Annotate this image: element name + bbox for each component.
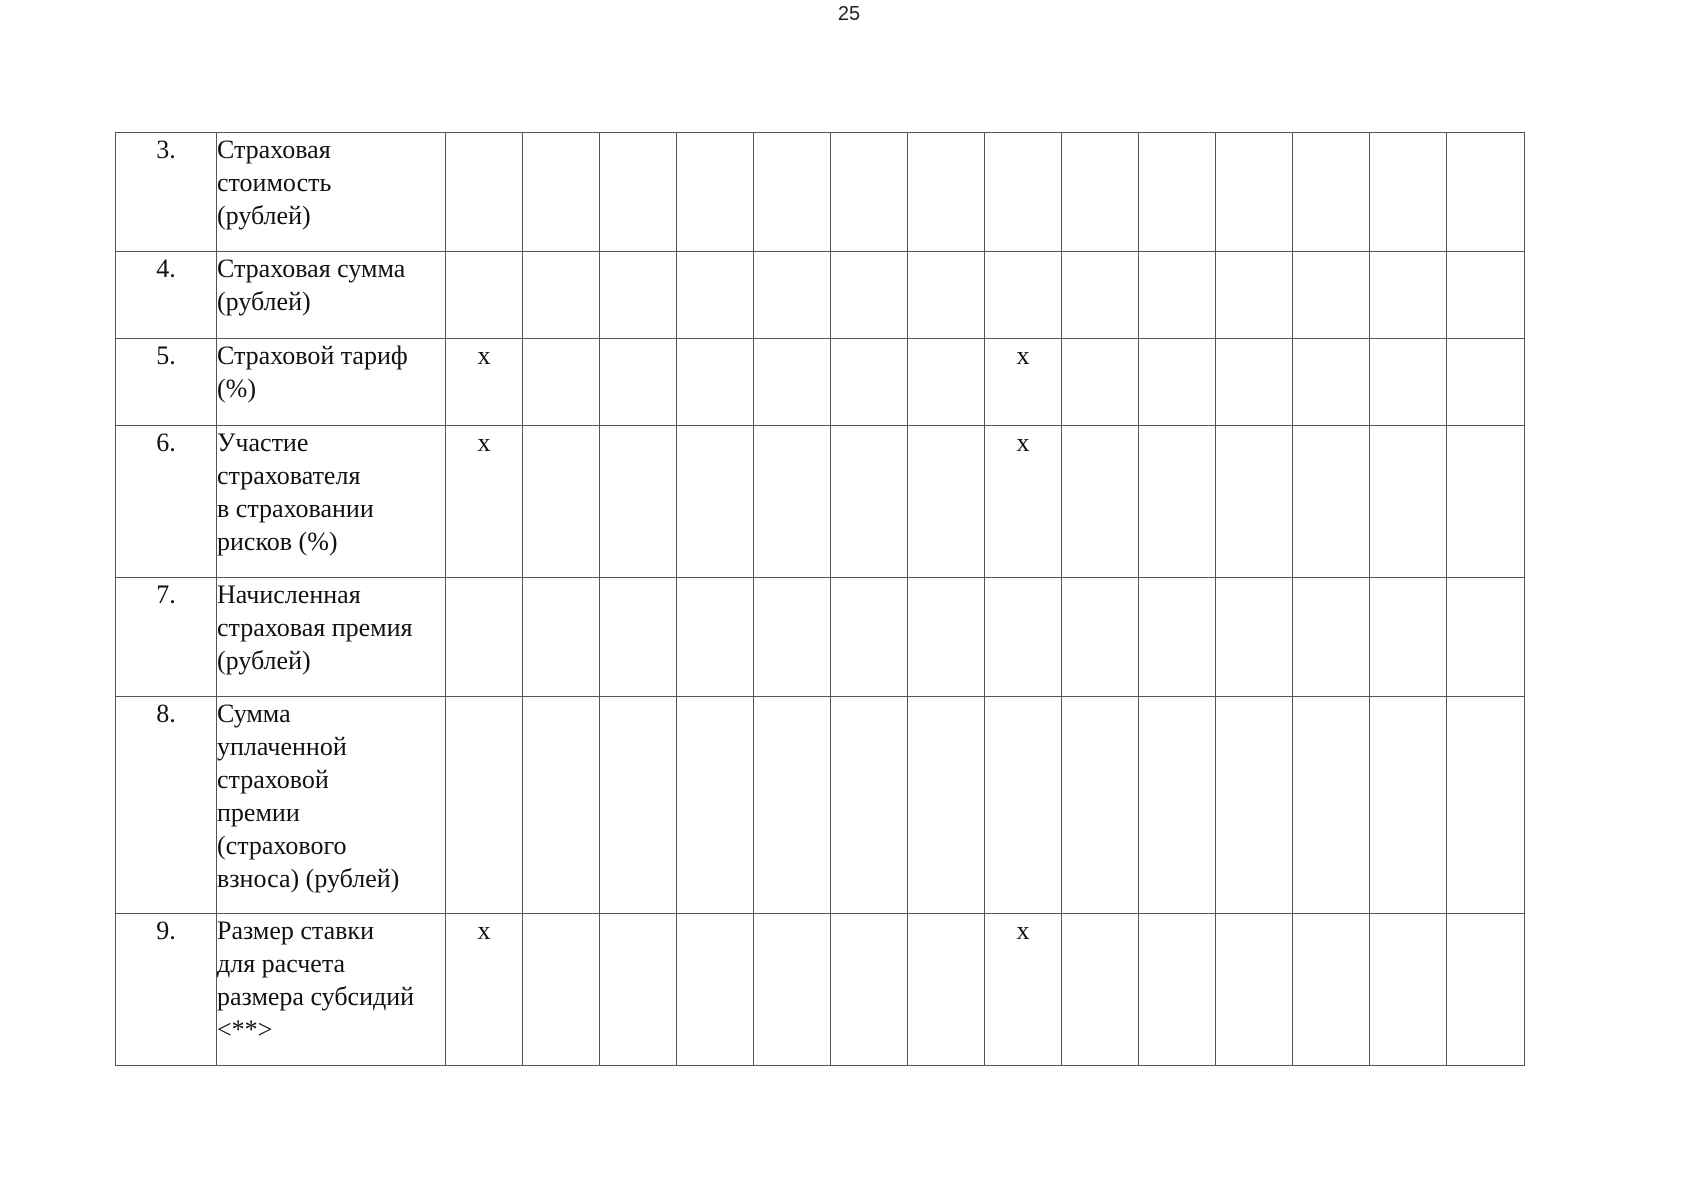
table-cell: [831, 914, 908, 1066]
table-cell: [1370, 914, 1447, 1066]
table-cell: [1293, 578, 1370, 697]
table-cell: [831, 133, 908, 252]
row-number: 5.: [116, 339, 217, 426]
table-cell: [1062, 339, 1139, 426]
table-cell: [754, 426, 831, 578]
table-cell: [1293, 426, 1370, 578]
table-cell: [523, 697, 600, 914]
table-cell: [677, 578, 754, 697]
table-cell: [908, 914, 985, 1066]
table-cell: [831, 426, 908, 578]
table-cell: [908, 578, 985, 697]
table-cell: [1216, 914, 1293, 1066]
table-cell: [677, 426, 754, 578]
table-cell: [523, 426, 600, 578]
table-cell: [1216, 697, 1293, 914]
table-cell: [1139, 339, 1216, 426]
table-cell: [1370, 339, 1447, 426]
table-cell: [908, 252, 985, 339]
table-cell: [1216, 578, 1293, 697]
table-cell: [1447, 697, 1525, 914]
table-cell: [446, 133, 523, 252]
row-label: Страховой тариф (%): [217, 339, 446, 426]
table-cell: [600, 426, 677, 578]
table-cell: [1370, 252, 1447, 339]
table-cell: [600, 914, 677, 1066]
table-cell: [1293, 697, 1370, 914]
row-label: Участие страхователя в страховании рисков (%): [217, 426, 446, 578]
table-cell: x: [446, 426, 523, 578]
table-cell: [523, 133, 600, 252]
table-cell: [677, 252, 754, 339]
table-cell: [985, 133, 1062, 252]
table-cell: [523, 339, 600, 426]
table-cell: [523, 914, 600, 1066]
table-cell: [1447, 339, 1525, 426]
table-cell: [1062, 133, 1139, 252]
table-row: [116, 339, 1525, 426]
table-row: [116, 578, 1525, 697]
table-cell: x: [446, 339, 523, 426]
table-cell: [1139, 697, 1216, 914]
table-cell: [600, 133, 677, 252]
table-cell: [523, 578, 600, 697]
table-cell: [754, 914, 831, 1066]
table-cell: [600, 578, 677, 697]
table-cell: [831, 339, 908, 426]
table-cell: [1370, 133, 1447, 252]
table-cell: [1216, 133, 1293, 252]
table-cell: [677, 339, 754, 426]
row-number: 3.: [116, 133, 217, 252]
table-cell: [1370, 697, 1447, 914]
table-cell: [1447, 914, 1525, 1066]
table-cell: x: [446, 914, 523, 1066]
table-cell: [1447, 133, 1525, 252]
row-label: Страховая сумма (рублей): [217, 252, 446, 339]
table-cell: [1216, 339, 1293, 426]
table-cell: [600, 697, 677, 914]
table-cell: [1062, 914, 1139, 1066]
row-number: 7.: [116, 578, 217, 697]
row-label: Страховая стоимость (рублей): [217, 133, 446, 252]
table-cell: [1062, 578, 1139, 697]
table-cell: [754, 697, 831, 914]
table-cell: [677, 697, 754, 914]
table-cell: x: [985, 426, 1062, 578]
table-cell: [446, 252, 523, 339]
table-cell: [831, 252, 908, 339]
row-number: 8.: [116, 697, 217, 914]
table-cell: [908, 426, 985, 578]
table-cell: [754, 578, 831, 697]
table-cell: [1139, 252, 1216, 339]
table-cell: [600, 339, 677, 426]
table-cell: [754, 252, 831, 339]
table-cell: [1447, 578, 1525, 697]
table-cell: [1139, 426, 1216, 578]
table-cell: [1447, 252, 1525, 339]
table-row: [116, 252, 1525, 339]
table-cell: [908, 339, 985, 426]
table-row: [116, 426, 1525, 578]
table-cell: [446, 578, 523, 697]
row-number: 9.: [116, 914, 217, 1066]
table-cell: [1216, 426, 1293, 578]
table-cell: [1293, 339, 1370, 426]
table-row: [116, 914, 1525, 1066]
table-row: [116, 133, 1525, 252]
data-table: [115, 132, 1525, 1066]
table-cell: x: [985, 914, 1062, 1066]
table-cell: [831, 578, 908, 697]
table-cell: [1293, 133, 1370, 252]
table-cell: [1293, 252, 1370, 339]
row-label: Размер ставки для расчета размера субсидий <**>: [217, 914, 446, 1066]
table-cell: [985, 252, 1062, 339]
table-cell: [1062, 697, 1139, 914]
table-cell: [908, 133, 985, 252]
table-body: [116, 133, 1525, 1066]
row-number: 6.: [116, 426, 217, 578]
table-cell: x: [985, 339, 1062, 426]
table-cell: [1062, 426, 1139, 578]
row-label: Начисленная страховая премия (рублей): [217, 578, 446, 697]
row-label: Сумма уплаченной страховой премии (страхового взноса) (рублей): [217, 697, 446, 914]
table-cell: [446, 697, 523, 914]
table-cell: [1370, 578, 1447, 697]
table-cell: [1139, 578, 1216, 697]
table-cell: [1370, 426, 1447, 578]
table-cell: [1447, 426, 1525, 578]
table-cell: [985, 697, 1062, 914]
table-cell: [754, 133, 831, 252]
table-cell: [523, 252, 600, 339]
table-cell: [831, 697, 908, 914]
row-number: 4.: [116, 252, 217, 339]
table-cell: [1139, 914, 1216, 1066]
table-cell: [677, 914, 754, 1066]
table-cell: [908, 697, 985, 914]
table-cell: [600, 252, 677, 339]
table-cell: [1216, 252, 1293, 339]
table-cell: [677, 133, 754, 252]
table-cell: [754, 339, 831, 426]
table-cell: [1139, 133, 1216, 252]
table-cell: [1062, 252, 1139, 339]
table-cell: [985, 578, 1062, 697]
table-cell: [1293, 914, 1370, 1066]
table-row: [116, 697, 1525, 914]
page-number: 25: [837, 3, 861, 25]
